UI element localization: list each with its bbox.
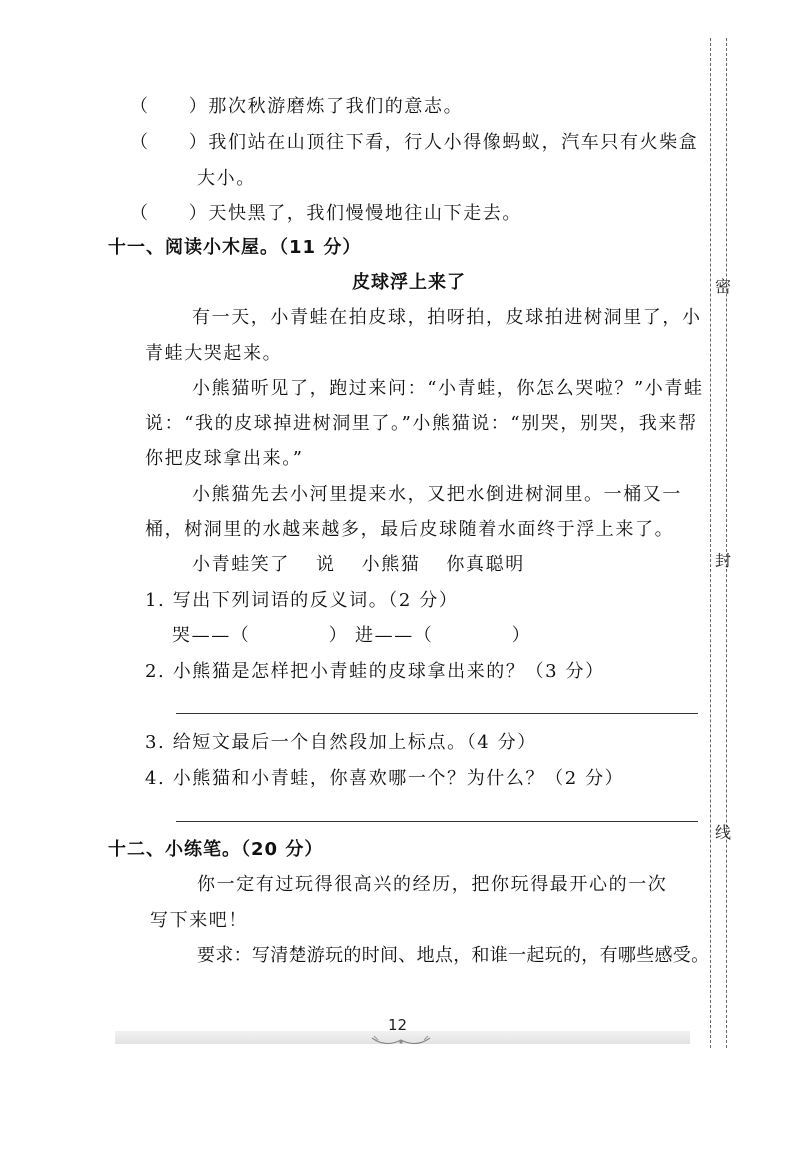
story-paragraph-3-line-1: 小熊猫先去小河里提来水，又把水倒进树洞里。一桶又一 xyxy=(192,484,682,505)
binding-line-left xyxy=(710,38,711,1048)
judgement-item-2 xyxy=(130,128,698,154)
item-text: 我们站在山顶往下看，行人小得像蚂蚁，汽车只有火柴盒 xyxy=(208,132,699,153)
story-paragraph-1-line-2: 青蛙大哭起来。 xyxy=(145,343,283,364)
section-12-heading: 十二、小练笔。（20 分） xyxy=(108,839,324,860)
binding-mark-mi: 密 xyxy=(715,277,732,296)
last-para-phrase-2: 说 xyxy=(316,554,336,575)
judgement-item-1 xyxy=(130,92,463,118)
binding-mark-xian: 线 xyxy=(715,823,732,842)
answer-parentheses[interactable]: （ ） xyxy=(130,96,209,117)
last-para-phrase-1: 小青蛙笑了 xyxy=(192,554,290,575)
writing-requirement: 要求：写清楚游玩的时间、地点，和谁一起玩的，有哪些感受。 xyxy=(197,945,710,966)
writing-prompt-line-2: 写下来吧！ xyxy=(150,910,248,931)
story-paragraph-1-line-1: 有一天，小青蛙在拍皮球，拍呀拍，皮球拍进树洞里了，小 xyxy=(192,307,702,328)
question-4: 4. 小熊猫和小青蛙，你喜欢哪一个？为什么？（2 分） xyxy=(145,768,625,789)
answer-parentheses[interactable]: （ ） xyxy=(130,203,209,224)
question-3: 3. 给短文最后一个自然段加上标点。（4 分） xyxy=(145,732,537,753)
story-paragraph-3-line-2: 桶，树洞里的水越来越多，最后皮球随着水面终于浮上来了。 xyxy=(145,519,675,540)
antonym-enter[interactable]: 进——（ ） xyxy=(355,625,532,646)
writing-prompt-line-1: 你一定有过玩得很高兴的经历，把你玩得最开心的一次 xyxy=(197,874,668,895)
judgement-item-3 xyxy=(130,199,522,225)
last-para-phrase-3: 小熊猫 xyxy=(361,554,421,575)
question-2-answer-line[interactable] xyxy=(176,713,698,714)
antonym-cry[interactable]: 哭——（ ） xyxy=(172,625,349,646)
question-2: 2. 小熊猫是怎样把小青蛙的皮球拿出来的？（3 分） xyxy=(145,661,605,682)
story-paragraph-2-line-3: 你把皮球拿出来。” xyxy=(145,448,304,469)
story-title: 皮球浮上来了 xyxy=(352,272,466,293)
page-number: 12 xyxy=(388,1016,408,1034)
question-4-answer-line[interactable] xyxy=(176,821,698,822)
footer-ornament-icon xyxy=(370,1034,432,1050)
story-paragraph-2-line-1: 小熊猫听见了，跑过来问：“小青蛙，你怎么哭啦？”小青蛙 xyxy=(192,378,704,399)
answer-parentheses[interactable]: （ ） xyxy=(130,132,209,153)
binding-line-right xyxy=(726,38,727,1048)
judgement-item-2-continuation: 大小。 xyxy=(197,168,256,189)
question-1: 1. 写出下列词语的反义词。（2 分） xyxy=(145,590,459,611)
last-para-phrase-4: 你真聪明 xyxy=(446,554,525,575)
binding-mark-feng: 封 xyxy=(715,551,732,570)
section-11-heading: 十一、阅读小木屋。（11 分） xyxy=(108,237,362,258)
item-text: 天快黑了，我们慢慢地往山下走去。 xyxy=(208,203,523,224)
story-last-paragraph xyxy=(192,550,525,576)
story-paragraph-2-line-2: 说：“我的皮球掉进树洞里了。”小熊猫说：“别哭，别哭，我来帮 xyxy=(145,413,698,434)
item-text: 那次秋游磨炼了我们的意志。 xyxy=(208,96,464,117)
